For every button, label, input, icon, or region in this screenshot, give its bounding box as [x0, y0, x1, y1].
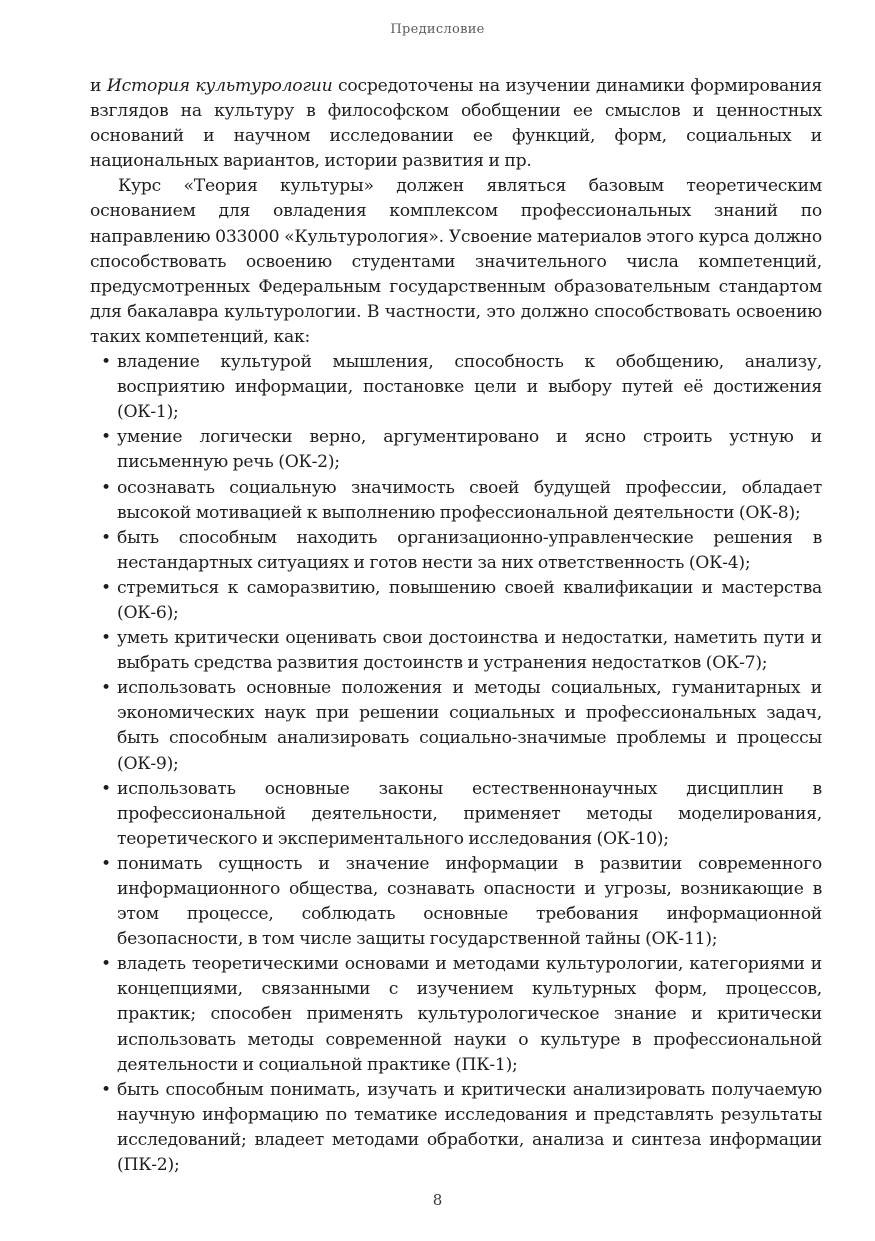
competency-item: • стремиться к саморазвитию, повышению своей квалификации и мастерства (ОК-6); — [117, 576, 822, 626]
competency-item: • быть способным понимать, изучать и критически анализировать получаемую научную информацию по тематике исследования и представлять результаты исследований; владеет методами обработки, анализа и синтеза информации (ПК-2); — [117, 1078, 822, 1178]
course-paragraph: Курс «Теория культуры» должен являться базовым теоретическим основанием для овладения комплексом профессиональных знаний по направлению 033000 «Культурология». Усвоение материалов этого курса должно способствовать освоению студентами значительного числа компетенций, предусмотренных Федеральным государственным образовательным стандартом для бакалавра культурологии. В частности, это должно способствовать освоению таких компетенций, как: — [90, 176, 822, 347]
competency-item: • понимать сущность и значение информации в развитии современного информационного общества, сознавать опасности и угрозы, возникающие в этом процессе, соблюдать основные требования информационной безопасности, в том числе защиты государственной тайны (ОК-11); — [117, 852, 822, 952]
competency-item: • умение логически верно, аргументировано и ясно строить устную и письменную речь (ОК-2); — [117, 425, 822, 475]
continuation-text: сосредоточены на изучении динамики формирования взглядов на культуру в философском обобщении ее смыслов и ценностных оснований и научном исследовании ее функций, форм, социальных и национальных вариантов, истории развития и пр. — [90, 76, 822, 172]
competency-item: • быть способным находить организационно-управленческие решения в нестандартных ситуациях и готов нести за них ответственность (ОК-4); — [117, 526, 822, 576]
competency-item: • владеть теоретическими основами и методами культурологии, категориями и концепциями, связанными с изучением культурных форм, процессов, практик; способен применять культурологическое знание и критически использовать методы современной науки о культуре в профессиональной деятельности и социальной практике (ПК-1); — [117, 952, 822, 1077]
competency-item: • владение культурой мышления, способность к обобщению, анализу, восприятию информации, постановке цели и выбору путей её достижения (ОК-1); — [117, 350, 822, 425]
continuation-paragraph — [90, 74, 822, 174]
continuation-prefix: и — [90, 76, 107, 96]
competency-item: • использовать основные положения и методы социальных, гуманитарных и экономических наук при решении социальных и профессиональных задач, быть способным анализировать социально-значимые проблемы и процессы (ОК-9); — [117, 676, 822, 776]
italic-course-title: История культурологии — [106, 76, 333, 96]
competency-list — [90, 350, 822, 1178]
running-head-title: Предисловие — [390, 22, 485, 37]
page-body — [90, 74, 822, 1178]
competency-item: • осознавать социальную значимость своей будущей профессии, обладает высокой мотивацией к выполнению профессиональной деятельности (ОК-8); — [117, 476, 822, 526]
competency-item: • использовать основные законы естественнонаучных дисциплин в профессиональной деятельности, применяет методы моделирования, теоретического и экспериментального исследования (ОК-10); — [117, 777, 822, 852]
page-number: 8 — [432, 1191, 443, 1209]
competency-item: • уметь критически оценивать свои достоинства и недостатки, наметить пути и выбрать средства развития достоинств и устранения недостатков (ОК-7); — [117, 626, 822, 676]
